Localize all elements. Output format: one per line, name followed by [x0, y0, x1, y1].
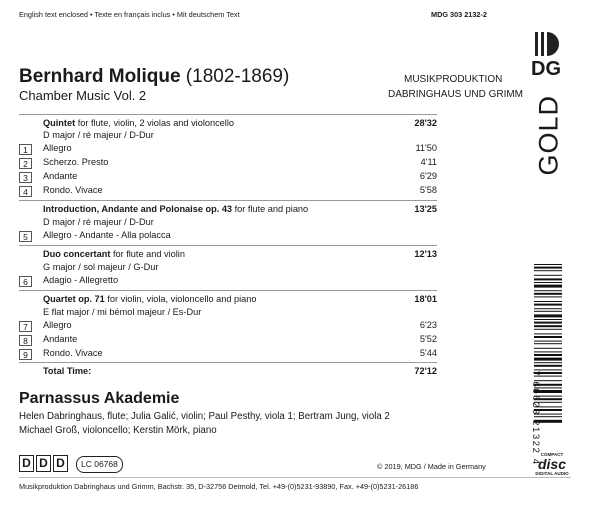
catalog-number: MDG 303 2132-2	[431, 10, 487, 19]
composer-years: (1802-1869)	[185, 66, 290, 87]
track-number: 4	[19, 186, 32, 197]
label-line-1: MUSIKPRODUKTION	[404, 74, 503, 85]
divider	[19, 245, 437, 246]
performers-line-2: Michael Groß, violoncello; Kerstin Mörk, piano	[19, 425, 217, 436]
track-number: 7	[19, 321, 32, 332]
composer-line	[19, 66, 289, 88]
work-key: E flat major / mi bémol majeur / Es-Dur	[43, 307, 202, 317]
divider	[19, 200, 437, 201]
cd-logo-bottom: DIGITAL AUDIO	[535, 471, 569, 476]
work-key: G major / sol majeur / G-Dur	[43, 262, 159, 272]
ddd-box: D	[53, 455, 68, 472]
track-number: 2	[19, 158, 32, 169]
track-time: 5'44	[419, 348, 437, 358]
track-number: 9	[19, 349, 32, 360]
cd-logo-mid: disc	[537, 456, 566, 472]
dg-logo-text: DG	[531, 58, 561, 80]
track-title: Scherzo. Presto	[43, 157, 109, 167]
divider	[19, 362, 437, 363]
barcode-number: 7 60623 21322 4	[530, 370, 541, 466]
track-number: 6	[19, 276, 32, 287]
barcode-bar	[534, 296, 562, 297]
track-time: 6'23	[419, 320, 437, 330]
track-number: 1	[19, 144, 32, 155]
barcode-bar	[534, 285, 562, 288]
track-title: Adagio - Allegretto	[43, 275, 119, 285]
barcode-bar	[534, 322, 562, 324]
work-key: D major / ré majeur / D-Dur	[43, 130, 154, 140]
footer-address: Musikproduktion Dabringhaus und Grimm, Bachstr. 35, D-32756 Detmold, Tel. +49-(0)5231-93890, Fax. +49-(0)5231-26186	[19, 482, 419, 491]
barcode-bar	[534, 308, 562, 309]
work-total: 28'32	[414, 118, 437, 128]
total-time-label: Total Time:	[43, 366, 92, 376]
track-title: Allegro	[43, 143, 72, 153]
performers-line-1: Helen Dabringhaus, flute; Julia Galić, violin; Paul Pesthy, viola 1; Bertram Jung, viola 2	[19, 411, 390, 422]
track-time: 5'52	[419, 334, 437, 344]
work-title: Duo concertant for flute and violin	[43, 249, 185, 259]
track-title: Andante	[43, 171, 78, 181]
barcode-bar	[534, 264, 562, 265]
track-time: 11'50	[415, 143, 437, 153]
barcode-bar	[534, 282, 562, 283]
total-time-value: 72'12	[414, 366, 437, 376]
track-number: 8	[19, 335, 32, 346]
divider	[19, 114, 437, 115]
label-code: LC 06768	[76, 456, 123, 473]
work-title: Introduction, Andante and Polonaise op. 43 for flute and piano	[43, 204, 309, 214]
ddd-box: D	[19, 455, 34, 472]
mdg-logo	[531, 32, 567, 182]
track-title: Rondo. Vivace	[43, 185, 103, 195]
composer-name: Bernhard Molique	[19, 66, 181, 87]
divider	[19, 290, 437, 291]
barcode-bar	[534, 270, 562, 271]
copyright: © 2019, MDG / Made in Germany	[377, 462, 486, 471]
barcode-bar	[534, 333, 562, 334]
work-key: D major / ré majeur / D-Dur	[43, 217, 154, 227]
track-number: 3	[19, 172, 32, 183]
barcode-bar	[534, 311, 562, 312]
work-title: Quintet for flute, violin, 2 violas and violoncello	[43, 118, 234, 128]
language-note: English text enclosed • Texte en français inclus • Mit deutschem Text	[19, 10, 240, 19]
barcode-bar	[534, 319, 562, 320]
track-time: 6'29	[419, 171, 437, 181]
track-title: Allegro	[43, 320, 72, 330]
track-time: 4'11	[420, 157, 437, 167]
ensemble-name: Parnassus Akademie	[19, 390, 180, 407]
work-title: Quartet op. 71 for violin, viola, violoncello and piano	[43, 294, 257, 304]
track-title: Rondo. Vivace	[43, 348, 103, 358]
barcode-bar	[534, 267, 562, 269]
barcode-bar	[534, 325, 562, 327]
album-title: Chamber Music Vol. 2	[19, 88, 147, 103]
barcode-bar	[534, 301, 562, 302]
ddd-box: D	[36, 455, 51, 472]
gold-text: GOLD	[533, 94, 564, 176]
barcode-bar	[534, 275, 562, 276]
barcode-bar	[534, 329, 562, 330]
barcode-bar	[534, 278, 562, 280]
barcode-bar	[534, 304, 562, 306]
barcode-bar	[534, 314, 562, 317]
work-total: 13'25	[414, 204, 437, 214]
track-title: Andante	[43, 334, 78, 344]
track-number: 5	[19, 231, 32, 242]
track-title: Allegro - Andante - Alla polacca	[43, 230, 171, 240]
divider	[19, 477, 571, 478]
work-total: 18'01	[414, 294, 437, 304]
cd-logo-top: COMPACT	[540, 452, 564, 457]
label-line-2: DABRINGHAUS UND GRIMM	[388, 89, 524, 100]
barcode-bar	[534, 293, 562, 295]
compact-disc-logo	[532, 452, 572, 484]
track-time: 5'58	[419, 185, 437, 195]
barcode-bar	[534, 290, 562, 291]
work-total: 12'13	[414, 249, 437, 259]
